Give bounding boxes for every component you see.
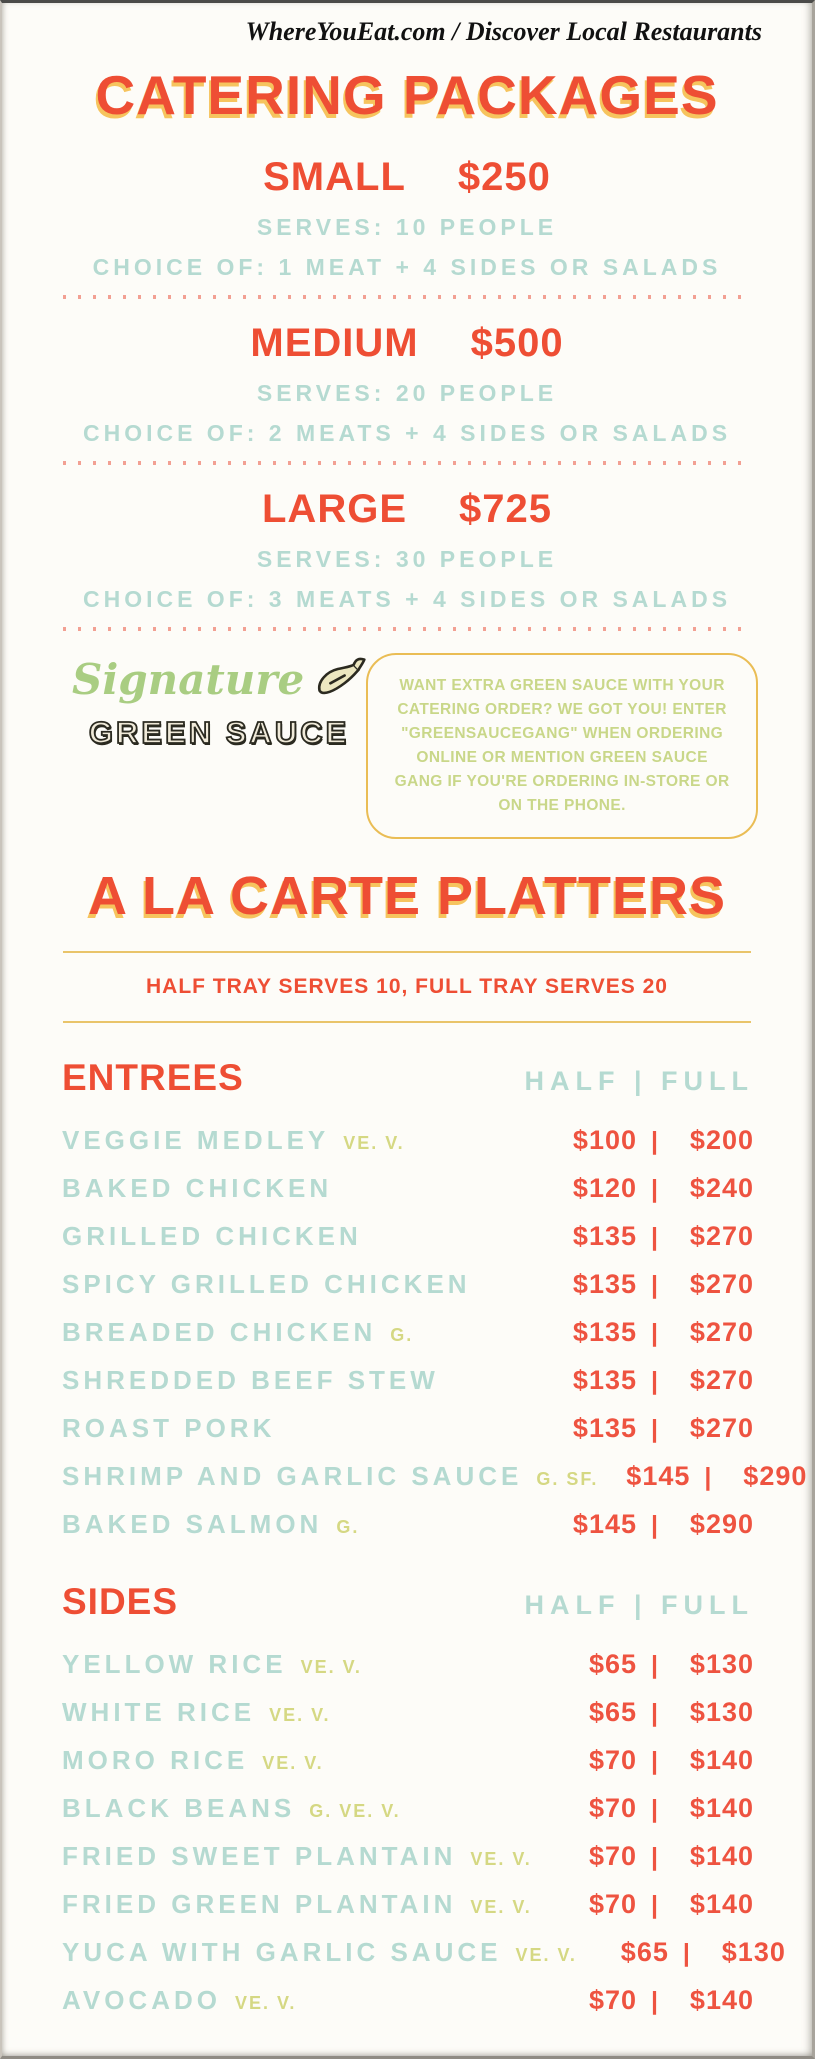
menu-item-name: SHREDDED BEEF STEW (62, 1365, 439, 1396)
menu-item (62, 1745, 324, 1776)
green-sauce-section (72, 653, 758, 839)
package-choice: CHOICE OF: 3 MEATS + 4 SIDES OR SALADS (82, 586, 732, 612)
price-separator: | (651, 1367, 658, 1396)
sides-section (50, 1581, 786, 2033)
price-separator: | (651, 1175, 658, 1204)
menu-item-name: BREADED CHICKEN (62, 1317, 377, 1348)
catering-package (50, 155, 764, 299)
price-separator: | (651, 1699, 658, 1728)
menu-item-name: SHRIMP AND GARLIC SAUCE (62, 1461, 523, 1492)
menu-item (62, 1509, 359, 1540)
menu-item-dietary-tags: G. (336, 1517, 360, 1538)
menu-item (62, 1461, 598, 1492)
entrees-section (50, 1057, 808, 1557)
sides-rows (50, 1649, 786, 2033)
menu-item (62, 1173, 332, 1204)
full-tray-price: $130 (721, 1937, 786, 1968)
price-separator: | (651, 1747, 658, 1776)
menu-item-name: MORO RICE (62, 1745, 249, 1776)
menu-item-row (50, 1697, 764, 1745)
menu-item-name: YUCA WITH GARLIC SAUCE (62, 1937, 502, 1968)
menu-item-prices (545, 1413, 754, 1444)
menu-item-prices (545, 1841, 754, 1872)
full-tray-price: $140 (689, 1793, 754, 1824)
half-tray-price: $135 (572, 1269, 637, 1300)
dotted-divider (63, 295, 751, 299)
menu-item-prices (545, 1173, 754, 1204)
full-tray-price: $290 (689, 1509, 754, 1540)
menu-item (62, 1841, 532, 1872)
half-tray-price: $70 (588, 1745, 637, 1776)
menu-item-row (50, 1985, 764, 2033)
package-price: $725 (459, 487, 552, 531)
menu-item-dietary-tags: VE. V. (262, 1753, 324, 1774)
menu-item-row (50, 1509, 764, 1557)
menu-item-dietary-tags: VE. V. (515, 1945, 577, 1966)
menu-item (62, 1937, 577, 1968)
half-tray-price: $120 (572, 1173, 637, 1204)
price-separator: | (651, 1795, 658, 1824)
menu-item-row (50, 1889, 764, 1937)
menu-item-prices (545, 1317, 754, 1348)
menu-item-prices (545, 1697, 754, 1728)
half-tray-price: $65 (620, 1937, 669, 1968)
package-price: $250 (457, 155, 551, 199)
menu-item-row (50, 1937, 786, 1985)
package-choice: CHOICE OF: 2 MEATS + 4 SIDES OR SALADS (82, 420, 732, 446)
half-tray-price: $70 (588, 1793, 637, 1824)
menu-item-prices (545, 1985, 754, 2016)
full-tray-price: $270 (689, 1269, 754, 1300)
menu-item-dietary-tags: G. VE. V. (309, 1801, 401, 1822)
catering-package (50, 487, 764, 631)
price-separator: | (651, 1319, 658, 1348)
green-sauce-note: WANT EXTRA GREEN SAUCE WITH YOUR CATERING ORDER? WE GOT YOU! ENTER "GREENSAUCEGANG" WHEN ORDERING ONLINE OR MENTION GREEN SAUCE GANG IF YOU'RE ORDERING IN-STORE OR ON THE PHONE. (366, 653, 758, 839)
catering-packages-list (50, 155, 764, 631)
menu-item-name: ROAST PORK (62, 1413, 276, 1444)
menu-item-row (50, 1317, 764, 1365)
menu-item-name: SPICY GRILLED CHICKEN (62, 1269, 471, 1300)
half-tray-price: $145 (626, 1461, 691, 1492)
gold-rule-bottom (63, 1021, 751, 1023)
half-full-column-header: HALF | FULL (524, 1590, 754, 1621)
menu-item (62, 1889, 532, 1920)
menu-item (62, 1125, 405, 1156)
half-tray-price: $135 (572, 1317, 637, 1348)
package-size: MEDIUM (250, 321, 419, 365)
menu-item (62, 1649, 362, 1680)
package-serves: SERVES: 10 PEOPLE (256, 214, 558, 240)
menu-item-prices (545, 1793, 754, 1824)
entrees-section-title: ENTREES (62, 1057, 244, 1099)
menu-item-dietary-tags: VE. V. (470, 1849, 532, 1870)
half-tray-price: $135 (572, 1221, 637, 1252)
menu-item-dietary-tags: G. SF. (536, 1469, 599, 1490)
menu-item-row (50, 1745, 764, 1793)
price-separator: | (651, 1415, 658, 1444)
menu-item-prices (545, 1269, 754, 1300)
package-title (50, 487, 764, 532)
menu-item-name: YELLOW RICE (62, 1649, 287, 1680)
menu-item-row (50, 1365, 764, 1413)
menu-item-row (50, 1841, 764, 1889)
menu-item-name: AVOCADO (62, 1985, 221, 2016)
menu-item (62, 1269, 471, 1300)
package-size: LARGE (262, 487, 407, 531)
sides-section-title: SIDES (62, 1581, 179, 1623)
menu-item (62, 1317, 413, 1348)
site-header: WhereYouEat.com / Discover Local Restaurants (245, 17, 762, 46)
menu-item (62, 1793, 401, 1824)
entrees-header (50, 1057, 764, 1099)
catering-packages-title: CATERING PACKAGES (95, 64, 719, 126)
menu-item-prices (545, 1649, 754, 1680)
full-tray-price: $140 (689, 1841, 754, 1872)
full-tray-price: $270 (689, 1317, 754, 1348)
price-separator: | (682, 1939, 690, 1968)
menu-item (62, 1221, 362, 1252)
half-tray-price: $135 (572, 1365, 637, 1396)
entrees-rows (50, 1125, 808, 1557)
menu-item-name: BLACK BEANS (62, 1793, 296, 1824)
menu-item-dietary-tags: VE. V. (300, 1657, 362, 1678)
menu-item-dietary-tags: VE. V. (470, 1897, 532, 1918)
full-tray-price: $240 (689, 1173, 754, 1204)
menu-item-row (50, 1173, 764, 1221)
full-tray-price: $290 (743, 1461, 808, 1492)
menu-item-prices (545, 1889, 754, 1920)
menu-item (62, 1985, 296, 2016)
package-price: $500 (470, 321, 564, 365)
full-tray-price: $270 (689, 1413, 754, 1444)
menu-item-row (50, 1793, 764, 1841)
price-separator: | (651, 1223, 658, 1252)
menu-item (62, 1413, 275, 1444)
sides-header (50, 1581, 764, 1623)
tray-serving-note: HALF TRAY SERVES 10, FULL TRAY SERVES 20 (145, 975, 668, 999)
gold-rule-top (63, 951, 751, 953)
catering-package (50, 321, 764, 465)
full-tray-price: $270 (689, 1365, 754, 1396)
menu-item-prices (577, 1937, 786, 1968)
signature-script-text: Signature (72, 655, 305, 704)
menu-item-name: BAKED CHICKEN (62, 1173, 333, 1204)
full-tray-price: $200 (689, 1125, 754, 1156)
full-tray-price: $140 (689, 1745, 754, 1776)
menu-item-dietary-tags: VE. V. (234, 1993, 297, 2014)
menu-item-row (50, 1269, 764, 1317)
half-tray-price: $70 (588, 1985, 637, 2016)
full-tray-price: $130 (689, 1649, 754, 1680)
package-choice: CHOICE OF: 1 MEAT + 4 SIDES OR SALADS (92, 254, 722, 280)
package-serves: SERVES: 20 PEOPLE (256, 380, 558, 406)
half-tray-price: $145 (572, 1509, 637, 1540)
menu-item-name: BAKED SALMON (62, 1509, 323, 1540)
half-tray-price: $70 (588, 1889, 637, 1920)
menu-item-name: FRIED GREEN PLANTAIN (62, 1889, 457, 1920)
full-tray-price: $140 (689, 1985, 754, 2016)
menu-item-prices (545, 1365, 754, 1396)
menu-item-prices (545, 1509, 754, 1540)
menu-item-prices (545, 1221, 754, 1252)
package-serves: SERVES: 30 PEOPLE (256, 546, 558, 572)
package-size: SMALL (263, 155, 406, 199)
menu-item-prices (545, 1745, 754, 1776)
menu-item-name: GRILLED CHICKEN (62, 1221, 362, 1252)
menu-item-prices (545, 1125, 754, 1156)
half-tray-price: $70 (588, 1841, 637, 1872)
menu-item-row (50, 1413, 764, 1461)
menu-item-dietary-tags: VE. V. (343, 1133, 405, 1154)
menu-item-dietary-tags: VE. V. (269, 1705, 331, 1726)
price-separator: | (651, 1891, 658, 1920)
price-separator: | (704, 1463, 712, 1492)
price-separator: | (651, 1127, 658, 1156)
full-tray-price: $270 (689, 1221, 754, 1252)
dotted-divider (63, 461, 751, 465)
full-tray-price: $140 (689, 1889, 754, 1920)
menu-item (62, 1365, 439, 1396)
half-tray-price: $135 (572, 1413, 637, 1444)
menu-item-name: WHITE RICE (62, 1697, 256, 1728)
half-tray-price: $100 (572, 1125, 637, 1156)
price-separator: | (651, 1843, 658, 1872)
price-separator: | (651, 1511, 658, 1540)
green-sauce-label: GREEN SAUCE (88, 715, 350, 750)
menu-item-row (50, 1461, 808, 1509)
menu-item-dietary-tags: G. (390, 1325, 414, 1346)
package-title (50, 321, 764, 366)
price-separator: | (651, 1987, 658, 2016)
green-sauce-brand (72, 653, 366, 751)
pepper-icon (311, 648, 370, 707)
package-title (50, 155, 764, 200)
menu-item-name: VEGGIE MEDLEY (62, 1125, 330, 1156)
price-separator: | (651, 1651, 658, 1680)
full-tray-price: $130 (689, 1697, 754, 1728)
dotted-divider (63, 627, 751, 631)
menu-item-row (50, 1125, 764, 1173)
menu-item-row (50, 1221, 764, 1269)
a-la-carte-title: A LA CARTE PLATTERS (88, 866, 726, 927)
menu-item-row (50, 1649, 764, 1697)
half-full-column-header: HALF | FULL (524, 1066, 754, 1097)
menu-item-name: FRIED SWEET PLANTAIN (62, 1841, 457, 1872)
half-tray-price: $65 (588, 1697, 637, 1728)
price-separator: | (651, 1271, 658, 1300)
menu-item-prices (598, 1461, 807, 1492)
menu-item (62, 1697, 330, 1728)
half-tray-price: $65 (588, 1649, 637, 1680)
